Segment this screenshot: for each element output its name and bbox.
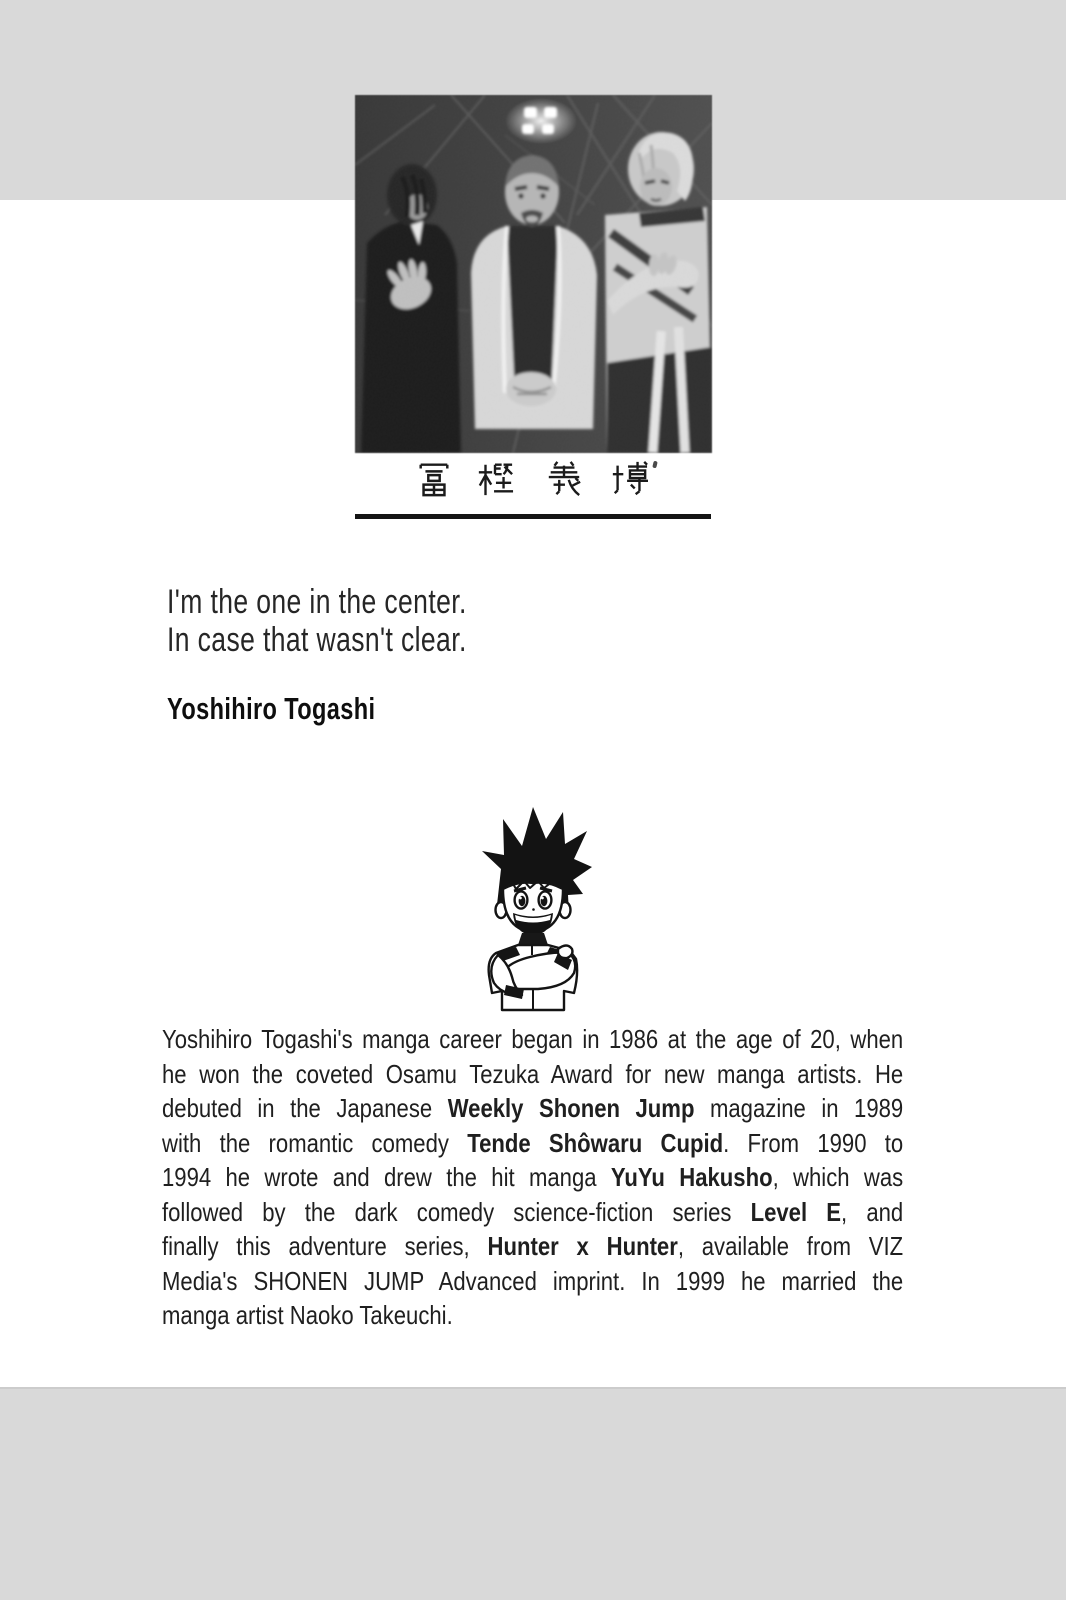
quote-line-1: I'm the one in the center. — [167, 583, 467, 621]
bio-line — [162, 1229, 903, 1264]
bio-line — [162, 1091, 903, 1126]
author-name: Yoshihiro Togashi — [167, 691, 376, 726]
kanji-yoshi — [545, 459, 583, 497]
bio-bold-title: Hunter x Hunter — [487, 1231, 678, 1261]
bio-line — [162, 1298, 903, 1333]
kanji-tomi-glyph — [415, 459, 453, 497]
bio-line — [162, 1022, 903, 1057]
bio-line — [162, 1195, 903, 1230]
bio-text: he won the coveted Osamu Tezuka Award for new manga artists. He — [162, 1058, 904, 1089]
bio-bold-title: Tende Shôwaru Cupid — [467, 1127, 724, 1158]
bio-text: magazine in 1989 — [694, 1093, 904, 1123]
bio-bold-title: Level E — [750, 1196, 842, 1227]
bio-line — [162, 1057, 903, 1092]
bio-text: , available from VIZ — [677, 1231, 904, 1261]
bio-text: . From 1990 to — [723, 1127, 904, 1158]
bio-bold-title: YuYu Hakusho — [610, 1162, 773, 1192]
gon-illustration-image — [472, 803, 596, 1017]
bio-text: followed by the dark comedy science-fiction series — [162, 1196, 751, 1227]
bio-text: manga artist Naoko Takeuchi. — [162, 1300, 453, 1330]
bio-line — [162, 1160, 903, 1195]
bio-text: finally this adventure series, — [162, 1231, 488, 1261]
kanji-kashi — [476, 459, 514, 497]
author-photo — [355, 95, 712, 453]
author-photo-image — [355, 95, 712, 453]
bio-text: , which was — [772, 1162, 904, 1192]
kanji-tomi — [415, 459, 453, 497]
bio-bold-title: Weekly Shonen Jump — [447, 1093, 695, 1123]
caption-underline — [355, 514, 711, 519]
print-speck — [652, 461, 658, 469]
author-quote — [167, 583, 467, 659]
bio-text: debuted in the Japanese — [162, 1093, 448, 1123]
kanji-hiro-glyph — [610, 459, 648, 497]
bio-text: Media's SHONEN JUMP Advanced imprint. In 1999 he married the — [162, 1265, 904, 1296]
quote-line-2: In case that wasn't clear. — [167, 621, 467, 659]
gon-illustration — [472, 803, 596, 1017]
bio-text: with the romantic comedy — [162, 1127, 468, 1158]
kanji-yoshi-glyph — [545, 459, 583, 497]
kanji-kashi-glyph — [476, 459, 514, 497]
kanji-hiro — [610, 459, 648, 497]
bottom-gray-band — [0, 1387, 1066, 1600]
bio-text: 1994 he wrote and drew the hit manga — [162, 1162, 611, 1192]
bio-line — [162, 1126, 903, 1161]
bio-text: , and — [841, 1196, 904, 1227]
bio-text: Yoshihiro Togashi's manga career began in 1986 at the age of 20, when — [162, 1024, 904, 1054]
bio-paragraph — [162, 1022, 903, 1333]
bio-line — [162, 1264, 903, 1299]
